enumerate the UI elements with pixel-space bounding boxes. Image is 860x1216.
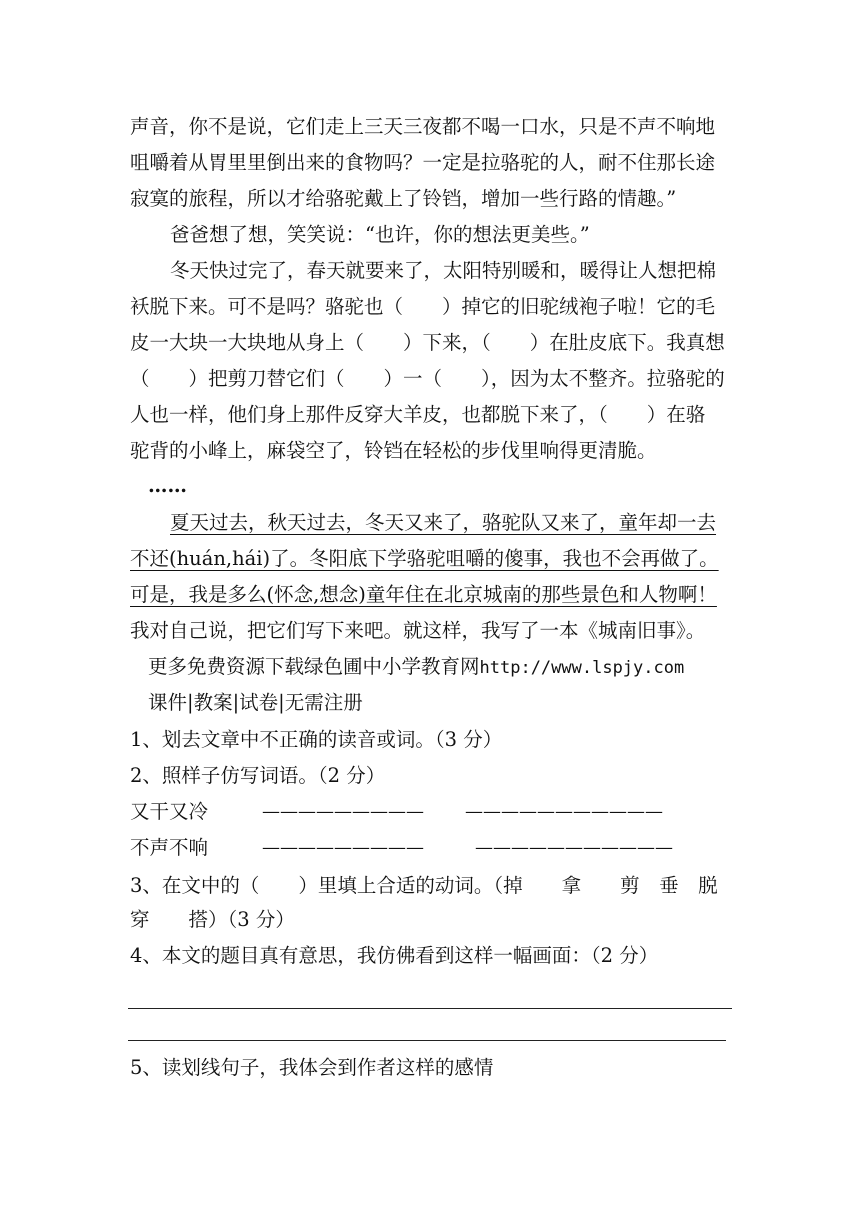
underlined-sentence: 不还(huán,hái)了。冬阳底下学骆驼咀嚼的傻事，我也不会再做了。 [130,547,719,570]
question-3-cont: 穿 搭）（3 分） [130,908,295,931]
passage-line: 人也一样，他们身上那件反穿大羊皮，也都脱下来了，（ ）在骆 [130,403,706,426]
answer-line[interactable] [128,1040,726,1041]
passage-line: （ ）把剪刀替它们（ ）一（ ），因为太不整齐。拉骆驼的 [130,367,725,390]
question-5: 5、读划线句子，我体会到作者这样的感情 [130,1056,494,1079]
passage-line: 冬天快过完了，春天就要来了，太阳特别暖和，暖得让人想把棉 [170,259,717,282]
question-1: 1、划去文章中不正确的读音或词。（3 分） [130,728,503,751]
ellipsis: …… [148,474,187,497]
answer-line[interactable] [128,1008,732,1009]
answer-blank[interactable]: ——————————— [475,837,673,858]
ad-line: 课件|教案|试卷|无需注册 [148,691,363,714]
passage-line: 爸爸想了想，笑笑说：“也许，你的想法更美些。” [170,223,590,246]
passage-line: 声音，你不是说，它们走上三天三夜都不喝一口水，只是不声不响地 [130,115,716,138]
example-word: 不声不响 [130,836,209,859]
passage-line: 寂寞的旅程，所以才给骆驼戴上了铃铛，增加一些行路的情趣。” [130,187,677,210]
question-3: 3、在文中的（ ）里填上合适的动词。（掉 拿 剪 垂 脱 [130,874,718,897]
answer-blank[interactable]: ————————— [262,837,424,858]
passage-line: 皮一大块一大块地从身上（ ）下来，（ ）在肚皮底下。我真想 [130,331,725,354]
answer-blank[interactable]: ————————— [262,801,424,822]
ad-line [148,653,684,682]
underlined-sentence: 可是，我是多么(怀念,想念)童年住在北京城南的那些景色和人物啊！ [130,583,717,606]
question-2: 2、照样子仿写词语。（2 分） [130,764,386,787]
underlined-sentence: 夏天过去，秋天过去，冬天又来了，骆驼队又来了，童年却一去 [170,511,717,534]
answer-blank[interactable]: ——————————— [465,801,663,822]
passage-line: 咀嚼着从胃里里倒出来的食物吗？一定是拉骆驼的人，耐不住那长途 [130,151,716,174]
question-4: 4、本文的题目真有意思，我仿佛看到这样一幅画面：（2 分） [130,944,659,967]
example-word: 又干又冷 [130,800,209,823]
passage-line: 我对自己说，把它们写下来吧。就这样，我写了一本《城南旧事》。 [130,619,706,642]
passage-line: 驼背的小峰上，麻袋空了，铃铛在轻松的步伐里响得更清脆。 [130,439,657,462]
ad-url-link[interactable]: http://www.lspjy.com [479,658,685,678]
passage-line: 袄脱下来。可不是吗？骆驼也（ ）掉它的旧驼绒袍子啦！它的毛 [130,295,716,318]
ad-text: 更多免费资源下载绿色圃中小学教育网 [148,655,480,678]
